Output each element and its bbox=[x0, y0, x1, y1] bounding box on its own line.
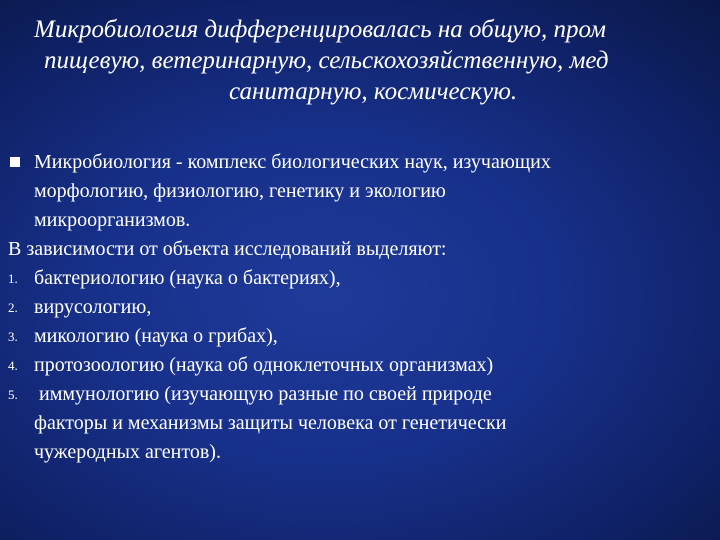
list-number: 2. bbox=[8, 300, 18, 315]
list-item bbox=[8, 293, 708, 322]
list-number: 3. bbox=[8, 329, 18, 344]
list-item bbox=[8, 322, 708, 351]
list-item-text: иммунологию (изучающую разные по своей природе bbox=[34, 383, 492, 405]
title-line-2: пищевую, ветеринарную, сельскохозяйственную, мед bbox=[44, 47, 609, 74]
title-line-1: Микробиология дифференцировалась на общую, пром bbox=[34, 16, 606, 43]
intro-text: В зависимости от объекта исследований выделяют: bbox=[8, 238, 447, 260]
list-item-text: микологию (наука о грибах), bbox=[34, 325, 278, 347]
list-item-text: факторы и механизмы защиты человека от генетически bbox=[34, 412, 507, 434]
definition-bullet bbox=[8, 148, 708, 235]
list-item bbox=[8, 351, 708, 380]
slide-title bbox=[0, 14, 720, 107]
definition-line-1: Микробиология - комплекс биологических наук, изучающих bbox=[34, 151, 551, 173]
list-item-text: чужеродных агентов). bbox=[34, 441, 221, 463]
list-number: 1. bbox=[8, 271, 18, 286]
list-item-text: бактериологию (наука о бактериях), bbox=[34, 267, 341, 289]
definition-line-3: микроорганизмов. bbox=[34, 209, 191, 231]
slide-body bbox=[8, 148, 708, 467]
list-number: 4. bbox=[8, 358, 18, 373]
square-bullet-icon bbox=[10, 157, 20, 167]
list-item bbox=[8, 380, 708, 467]
list-item-text: протозоологию (наука об одноклеточных организмах) bbox=[34, 354, 494, 376]
list-item-text: вирусологию, bbox=[34, 296, 152, 318]
list-number: 5. bbox=[8, 387, 18, 402]
title-line-3: санитарную, космическую. bbox=[229, 78, 518, 105]
definition-line-2: морфологию, физиологию, генетику и экологию bbox=[34, 180, 446, 202]
list-item bbox=[8, 264, 708, 293]
numbered-list bbox=[8, 264, 708, 467]
